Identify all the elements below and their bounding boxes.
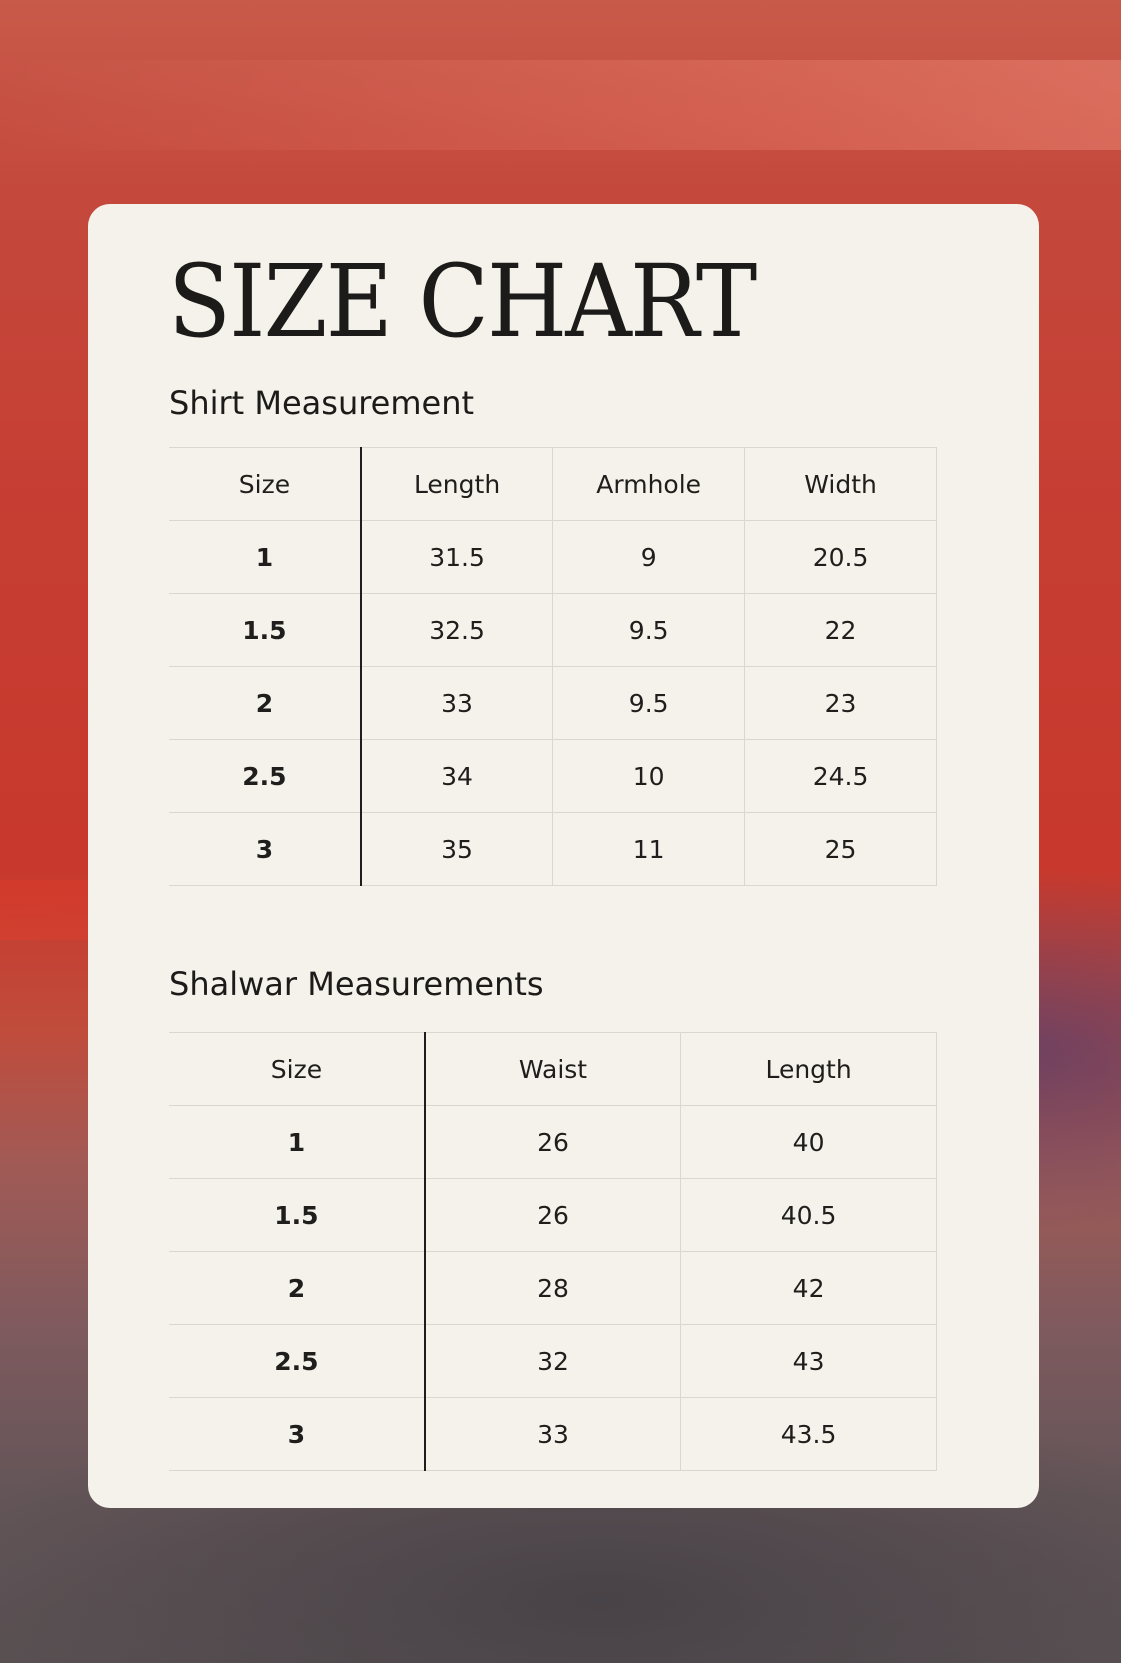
shalwar-measurement-table — [169, 1032, 937, 1471]
length-cell: 32.5 — [361, 594, 553, 667]
length-cell: 40.5 — [681, 1179, 937, 1252]
table-header-row — [169, 448, 937, 521]
size-cell: 2.5 — [169, 1325, 425, 1398]
shirt-measurement-table — [169, 447, 937, 886]
shirt-section-title: Shirt Measurement — [169, 384, 475, 422]
size-cell: 1.5 — [169, 1179, 425, 1252]
size-cell: 3 — [169, 813, 361, 886]
length-cell: 43 — [681, 1325, 937, 1398]
size-cell: 1 — [169, 521, 361, 594]
table-row — [169, 1325, 937, 1398]
length-cell: 42 — [681, 1252, 937, 1325]
size-cell: 1 — [169, 1106, 425, 1179]
length-cell: 34 — [361, 740, 553, 813]
table-row — [169, 667, 937, 740]
size-cell: 3 — [169, 1398, 425, 1471]
size-chart-card — [88, 204, 1039, 1508]
size-cell: 2 — [169, 1252, 425, 1325]
shalwar-section-title: Shalwar Measurements — [169, 965, 544, 1003]
armhole-cell: 9 — [553, 521, 745, 594]
width-cell: 20.5 — [745, 521, 937, 594]
armhole-cell: 10 — [553, 740, 745, 813]
size-cell: 2 — [169, 667, 361, 740]
table-row — [169, 740, 937, 813]
armhole-cell: 9.5 — [553, 667, 745, 740]
table-row — [169, 1252, 937, 1325]
waist-cell: 26 — [425, 1179, 681, 1252]
table-row — [169, 521, 937, 594]
column-header-width: Width — [745, 448, 937, 521]
length-cell: 33 — [361, 667, 553, 740]
waist-cell: 26 — [425, 1106, 681, 1179]
column-header-size: Size — [169, 1033, 425, 1106]
length-cell: 31.5 — [361, 521, 553, 594]
page-title: SIZE CHART — [168, 243, 756, 360]
waist-cell: 28 — [425, 1252, 681, 1325]
size-cell: 1.5 — [169, 594, 361, 667]
table-row — [169, 1106, 937, 1179]
column-header-length: Length — [361, 448, 553, 521]
width-cell: 23 — [745, 667, 937, 740]
armhole-cell: 9.5 — [553, 594, 745, 667]
column-header-length: Length — [681, 1033, 937, 1106]
width-cell: 25 — [745, 813, 937, 886]
width-cell: 24.5 — [745, 740, 937, 813]
table-header-row — [169, 1033, 937, 1106]
length-cell: 40 — [681, 1106, 937, 1179]
size-cell: 2.5 — [169, 740, 361, 813]
waist-cell: 33 — [425, 1398, 681, 1471]
column-header-waist: Waist — [425, 1033, 681, 1106]
column-header-size: Size — [169, 448, 361, 521]
table-row — [169, 813, 937, 886]
armhole-cell: 11 — [553, 813, 745, 886]
table-row — [169, 594, 937, 667]
waist-cell: 32 — [425, 1325, 681, 1398]
table-row — [169, 1398, 937, 1471]
length-cell: 43.5 — [681, 1398, 937, 1471]
length-cell: 35 — [361, 813, 553, 886]
table-row — [169, 1179, 937, 1252]
column-header-armhole: Armhole — [553, 448, 745, 521]
background-streak — [0, 60, 1121, 150]
width-cell: 22 — [745, 594, 937, 667]
